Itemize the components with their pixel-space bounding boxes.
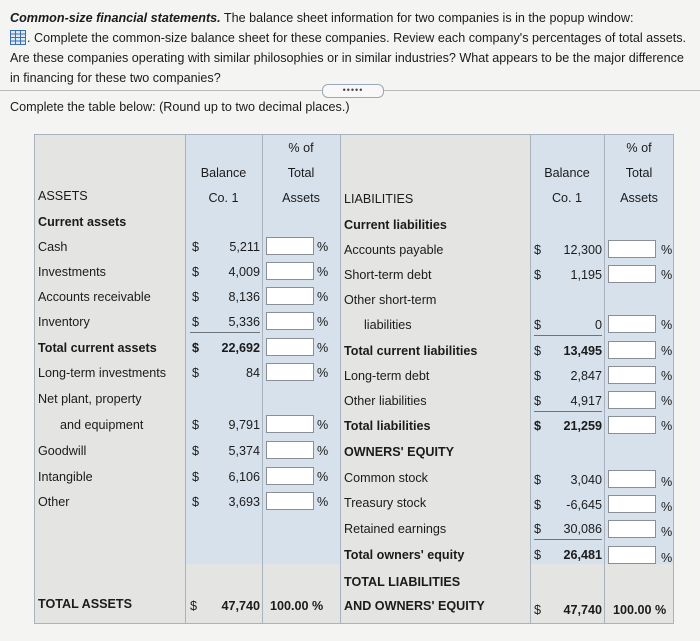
- other-assets-pct-input[interactable]: [266, 492, 314, 510]
- current-assets-heading: Current assets: [38, 215, 127, 229]
- intangible-value: 6,106: [228, 470, 260, 484]
- other-liabilities-pct-sign: %: [661, 394, 673, 408]
- divider-left: [0, 90, 322, 91]
- problem-title: Common-size financial statements.: [10, 11, 221, 25]
- treasury-stock-value: -6,645: [566, 498, 602, 512]
- cash-dollar: $: [192, 240, 200, 254]
- total-current-liabilities-pct-input[interactable]: [608, 341, 656, 359]
- investments-pct-input[interactable]: [266, 262, 314, 280]
- total-liab-equity-label-1: TOTAL LIABILITIES: [344, 575, 461, 589]
- total-current-liabilities-pct-sign: %: [661, 344, 673, 358]
- current-liabilities-heading: Current liabilities: [344, 218, 447, 232]
- total-current-liabilities-dollar: $: [534, 344, 542, 358]
- left-pct-header-2: Total: [287, 166, 315, 180]
- total-current-liabilities-label: Total current liabilities: [344, 344, 478, 358]
- total-owners-equity-value: 26,481: [563, 548, 602, 562]
- other-st-pct-input[interactable]: [608, 315, 656, 333]
- intangible-label: Intangible: [38, 470, 93, 484]
- inventory-label: Inventory: [38, 315, 90, 329]
- instruction-text: Complete the table below: (Round up to two decimal places.): [10, 100, 350, 114]
- total-liab-equity-dollar: $: [534, 603, 542, 617]
- goodwill-dollar: $: [192, 444, 200, 458]
- cash-label: Cash: [38, 240, 68, 254]
- total-liabilities-label: Total liabilities: [344, 419, 431, 433]
- divider-right: [383, 90, 700, 91]
- left-balance-header-1: Balance: [200, 166, 247, 180]
- long-term-investments-pct-input[interactable]: [266, 363, 314, 381]
- total-current-assets-dollar: $: [192, 341, 200, 355]
- ltd-dollar: $: [534, 369, 542, 383]
- long-term-investments-value: 84: [245, 366, 260, 380]
- total-current-liabilities-value: 13,495: [563, 344, 602, 358]
- owners-equity-heading: OWNERS' EQUITY: [344, 445, 455, 459]
- problem-text: [10, 8, 694, 88]
- ap-pct-sign: %: [661, 243, 673, 257]
- other-assets-value: 3,693: [228, 495, 260, 509]
- long-term-investments-pct-sign: %: [317, 366, 329, 380]
- retained-earnings-label: Retained earnings: [344, 522, 447, 536]
- std-value: 1,195: [570, 268, 602, 282]
- common-stock-dollar: $: [534, 473, 542, 487]
- retained-earnings-underline: [534, 539, 602, 540]
- other-st-label-1: Other short-term: [344, 293, 437, 307]
- total-liab-equity-pct: 100.00 %: [613, 603, 667, 617]
- inventory-pct-input[interactable]: [266, 312, 314, 330]
- right-balance-header-2: Co. 1: [551, 191, 583, 205]
- net-plant-value: 9,791: [228, 418, 260, 432]
- investments-pct-sign: %: [317, 265, 329, 279]
- net-plant-label-2: and equipment: [60, 418, 144, 432]
- total-current-assets-label: Total current assets: [38, 341, 157, 355]
- other-assets-dollar: $: [192, 495, 200, 509]
- total-owners-equity-pct-sign: %: [661, 551, 673, 565]
- treasury-stock-pct-input[interactable]: [608, 495, 656, 513]
- long-term-investments-label: Long-term investments: [38, 366, 167, 380]
- common-stock-value: 3,040: [570, 473, 602, 487]
- treasury-stock-pct-sign: %: [661, 500, 673, 514]
- receivable-dollar: $: [192, 290, 200, 304]
- std-label: Short-term debt: [344, 268, 432, 282]
- std-pct-input[interactable]: [608, 265, 656, 283]
- balance-sheet-table: [34, 134, 674, 624]
- left-balance-header-2: Co. 1: [208, 191, 239, 205]
- ap-value: 12,300: [563, 243, 602, 257]
- ltd-value: 2,847: [570, 369, 602, 383]
- total-current-assets-value: 22,692: [221, 341, 260, 355]
- total-liabilities-value: 21,259: [563, 419, 602, 433]
- inventory-underline: [190, 332, 260, 333]
- other-assets-pct-sign: %: [317, 495, 329, 509]
- total-assets-label: TOTAL ASSETS: [38, 597, 132, 611]
- intangible-pct-input[interactable]: [266, 467, 314, 485]
- total-liab-equity-value: 47,740: [563, 603, 602, 617]
- intangible-pct-sign: %: [317, 470, 329, 484]
- common-stock-label: Common stock: [344, 471, 428, 485]
- problem-text-2: . Complete the common-size balance sheet for these companies. Review each company's percentages of total assets. Are these companies operating with similar philosophies or in similar industries? What appears to be the major difference in financing for these two companies?: [10, 31, 687, 85]
- other-st-label-2: liabilities: [364, 318, 412, 332]
- retained-earnings-dollar: $: [534, 522, 542, 536]
- common-stock-pct-sign: %: [661, 475, 673, 489]
- receivable-pct-sign: %: [317, 290, 329, 304]
- total-assets-pct: 100.00 %: [270, 599, 324, 613]
- total-assets-value: 47,740: [221, 599, 260, 613]
- left-pct-header-1: % of: [288, 141, 314, 155]
- other-st-value: 0: [594, 318, 602, 332]
- left-pct-header-3: Assets: [282, 191, 320, 205]
- net-plant-pct-input[interactable]: [266, 415, 314, 433]
- common-stock-pct-input[interactable]: [608, 470, 656, 488]
- cash-pct-sign: %: [317, 240, 329, 254]
- investments-value: 4,009: [228, 265, 260, 279]
- total-owners-equity-label: Total owners' equity: [344, 548, 465, 562]
- ltd-pct-sign: %: [661, 369, 673, 383]
- right-pct-header-2: Total: [625, 166, 653, 180]
- goodwill-label: Goodwill: [38, 444, 87, 458]
- expand-button[interactable]: •••••: [322, 84, 384, 98]
- right-pct-header-1: % of: [626, 141, 652, 155]
- total-assets-dollar: $: [190, 599, 198, 613]
- total-owners-equity-dollar: $: [534, 548, 542, 562]
- goodwill-value: 5,374: [228, 444, 260, 458]
- cash-value: 5,211: [229, 240, 260, 254]
- receivable-pct-input[interactable]: [266, 287, 314, 305]
- total-liabilities-dollar: $: [534, 419, 542, 433]
- investments-dollar: $: [192, 265, 200, 279]
- assets-header: ASSETS: [38, 189, 88, 203]
- ltd-pct-input[interactable]: [608, 366, 656, 384]
- ap-dollar: $: [534, 243, 542, 257]
- other-st-dollar: $: [534, 318, 542, 332]
- other-st-pct-sign: %: [661, 318, 673, 332]
- total-owners-equity-pct-input[interactable]: [608, 546, 656, 564]
- long-term-investments-dollar: $: [192, 366, 200, 380]
- other-assets-label: Other: [38, 495, 70, 509]
- ap-label: Accounts payable: [344, 243, 444, 257]
- total-liabilities-pct-sign: %: [661, 419, 673, 433]
- other-liabilities-value: 4,917: [570, 394, 602, 408]
- data-table-icon[interactable]: [10, 30, 26, 45]
- goodwill-pct-input[interactable]: [266, 441, 314, 459]
- problem-text-1: The balance sheet information for two companies is in the popup window:: [220, 11, 634, 25]
- inventory-dollar: $: [192, 315, 200, 329]
- std-pct-sign: %: [661, 268, 673, 282]
- retained-earnings-pct-sign: %: [661, 525, 673, 539]
- investments-label: Investments: [38, 265, 106, 279]
- receivable-label: Accounts receivable: [38, 290, 151, 304]
- retained-earnings-pct-input[interactable]: [608, 520, 656, 538]
- total-liab-equity-label-2: AND OWNERS' EQUITY: [344, 599, 485, 613]
- treasury-stock-label: Treasury stock: [344, 496, 427, 510]
- other-liabilities-underline: [534, 411, 602, 412]
- ap-pct-input[interactable]: [608, 240, 656, 258]
- liabilities-header: LIABILITIES: [344, 192, 414, 206]
- ltd-label: Long-term debt: [344, 369, 430, 383]
- net-plant-dollar: $: [192, 418, 200, 432]
- net-plant-label-1: Net plant, property: [38, 392, 142, 406]
- right-balance-header-1: Balance: [544, 166, 590, 180]
- goodwill-pct-sign: %: [317, 444, 329, 458]
- inventory-value: 5,336: [228, 315, 260, 329]
- inventory-pct-sign: %: [317, 315, 329, 329]
- receivable-value: 8,136: [228, 290, 260, 304]
- other-liabilities-label: Other liabilities: [344, 394, 427, 408]
- retained-earnings-value: 30,086: [563, 522, 602, 536]
- total-current-assets-pct-sign: %: [317, 341, 329, 355]
- total-liabilities-pct-input[interactable]: [608, 416, 656, 434]
- other-liabilities-dollar: $: [534, 394, 542, 408]
- intangible-dollar: $: [192, 470, 200, 484]
- net-plant-pct-sign: %: [317, 418, 329, 432]
- total-current-assets-pct-input[interactable]: [266, 338, 314, 356]
- std-dollar: $: [534, 268, 542, 282]
- other-liabilities-pct-input[interactable]: [608, 391, 656, 409]
- other-st-underline: [534, 335, 602, 336]
- right-pct-header-3: Assets: [620, 191, 658, 205]
- treasury-stock-dollar: $: [534, 498, 542, 512]
- cash-pct-input[interactable]: [266, 237, 314, 255]
